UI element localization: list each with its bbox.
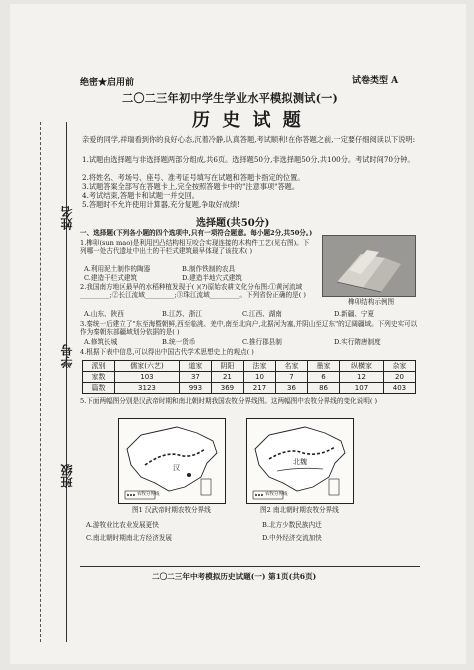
table-cell: 369 [211, 383, 243, 394]
table-cell: 名家 [275, 361, 307, 372]
table-cell: 86 [308, 383, 340, 394]
question-2-option: D.新疆、宁夏 [334, 310, 375, 318]
paper-type-label: 试卷类型 A [352, 76, 399, 86]
table-cell: 21 [211, 372, 243, 383]
map-1-legend: 农牧分界线 [137, 492, 160, 497]
map-nanbei [246, 418, 354, 504]
mortise-tenon-figure [322, 235, 416, 297]
question-2-option: A.山东、陕西 [84, 310, 124, 318]
china-map-icon [119, 419, 225, 503]
table-cell: 7 [275, 372, 307, 383]
table-cell: 杂家 [383, 361, 415, 372]
table-cell: 6 [308, 372, 340, 383]
question-5-option: C.南北朝时期南北方经济发展 [86, 534, 173, 542]
question-2-stem: 2.我国南方地区最早的水稻种植发现于( )(?)原始农耕文化分布图:①黄河流域_________;②长江流域_________;③珠江流域_________。下列省份正确的是( ) [80, 283, 306, 300]
question-5-option: A.游牧业比农业发展更快 [86, 521, 159, 529]
table-cell: 217 [243, 383, 275, 394]
question-5-stem: 5.下面两幅图分别是汉武帝时期和南北朝时期我国农牧分界线图。这两幅图中农牧分界线的变化说明( ) [80, 397, 378, 405]
exam-paper [10, 4, 466, 664]
question-1-stem: 1.榫卯(sun mao)是利用凹凸结构相互咬合实现连接的木构件工艺(见右图)。下列哪一处古代遗址中出土的干栏式建筑最早体现了该技术( ) [80, 239, 310, 256]
subject-title: 历 史 试 题 [192, 110, 304, 131]
table-cell: 家数 [83, 372, 115, 383]
question-3-stem: 3.秦统一后建立了"东至海暨朝鲜,西至临洮、羌中,南至北向户,北据河为塞,并阴山至辽东"的辽阔疆域。下列史实可以作为秦朝东部疆域划分依据的是( ) [80, 320, 418, 337]
intro-item: 1.试题由选择题与非选择题两部分组成,共6页。选择题50分,非选择题50分,共100分。考试时间70分钟。 [82, 155, 415, 164]
map-2-caption: 图2 南北朝时期农牧分界线 [260, 506, 339, 514]
table-cell: 儒家(六艺) [115, 361, 180, 372]
question-1-option: B.制作铁制的农具 [182, 265, 236, 273]
name-label: 姓名 [60, 206, 74, 230]
question-1-option: D.建造半地穴式建筑 [182, 274, 242, 282]
binding-line-solid [66, 122, 67, 642]
table-cell: 道家 [179, 361, 211, 372]
map-2-region-label: 北魏 [293, 458, 307, 466]
question-3-option: A.修筑长城 [84, 338, 118, 346]
question-3-option: D.实行隋唐制度 [334, 338, 381, 346]
student-id-label: 学号 [60, 344, 74, 368]
table-cell: 993 [179, 383, 211, 394]
question-3-option: B.统一货币 [162, 338, 196, 346]
intro-item: 4.考试结束,答题卡和试题一并交回。 [82, 191, 199, 200]
question-3-option: C.推行郡县制 [242, 338, 282, 346]
map-1-region-label: 汉 [173, 464, 180, 472]
figure-caption: 榫卯结构示例图 [348, 298, 395, 306]
intro-greeting: 亲爱的同学,祥瑞看到你的良好心态,沉着冷静,认真答题,考试顺利!在你答题之前,一定要仔细阅读以下说明: [82, 135, 415, 144]
table-cell: 篇数 [83, 383, 115, 394]
intro-item: 2.将姓名、考场号、座号、准考证号填写在试题和答题卡指定的位置。 [82, 173, 305, 182]
table-cell: 法家 [243, 361, 275, 372]
binding-line-dashed [40, 122, 41, 642]
schools-table [82, 360, 416, 394]
table-cell: 103 [115, 372, 180, 383]
page-footer: 二〇二三年中考模拟历史试题(一) 第1页(共6页) [152, 572, 317, 581]
section-instruction: 一、选择题(下列各小题的四个选项中,只有一项符合题意。每小题2分,共50分。) [80, 229, 313, 237]
table-cell: 纵横家 [340, 361, 384, 372]
map-1-caption: 图1 汉武帝时期农牧分界线 [132, 506, 211, 514]
intro-item: 5.答题时不允许使用计算器,充分复题,争取好成绩! [82, 200, 241, 209]
table-cell: 10 [243, 372, 275, 383]
question-4-stem: 4.根据下表中信息,可以得出中国古代学术思想史上的观点( ) [80, 348, 254, 356]
table-row [83, 383, 416, 394]
question-1-option: A.利用泥土制作的陶器 [84, 265, 151, 273]
question-2-option: C.江西、湖南 [242, 310, 282, 318]
question-5-option: B.北方少数民族内迁 [262, 521, 322, 529]
table-cell: 403 [383, 383, 415, 394]
map-han-wudi [118, 418, 226, 504]
table-cell: 36 [275, 383, 307, 394]
footer-rule [80, 566, 420, 567]
section-title: 选择题(共50分) [196, 218, 270, 229]
table-cell: 3123 [115, 383, 180, 394]
exam-title: 二〇二三年初中学生学业水平模拟测试(一) [122, 91, 338, 105]
table-cell: 12 [340, 372, 384, 383]
table-cell: 20 [383, 372, 415, 383]
mortise-tenon-icon [323, 236, 415, 296]
table-cell: 107 [340, 383, 384, 394]
table-cell: 墨家 [308, 361, 340, 372]
question-2-option: B.江苏、浙江 [162, 310, 202, 318]
question-1-option: C.建造干栏式建筑 [84, 274, 138, 282]
table-cell: 派别 [83, 361, 115, 372]
question-5-option: D.中外经济交流加快 [262, 534, 322, 542]
map-2-legend: 农牧分界线 [265, 492, 288, 497]
table-row [83, 361, 416, 372]
confidential-label: 绝密★启用前 [80, 78, 135, 88]
table-cell: 阴阳 [211, 361, 243, 372]
class-label: 班级 [60, 464, 74, 488]
intro-item: 3.试题答案全部写在答题卡上,完全按照答题卡中的"注意事项"答题。 [82, 182, 300, 191]
table-row [83, 372, 416, 383]
table-cell: 37 [179, 372, 211, 383]
